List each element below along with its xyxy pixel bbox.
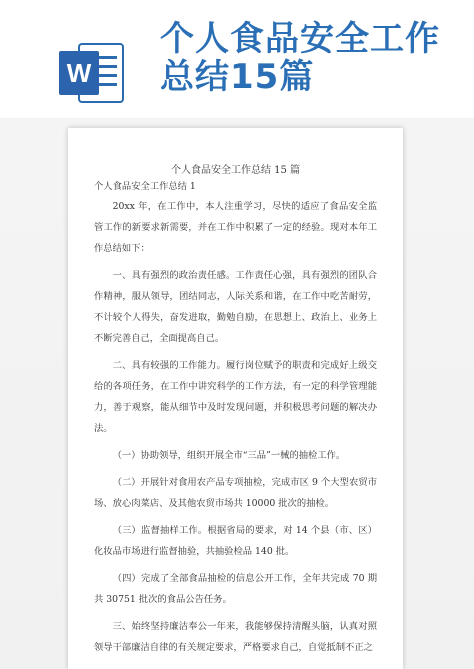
paragraph: 三、始终坚持廉洁奉公一年来，我能够保持清醒头脑，认真对照领导干部廉洁自律的有关规定要求，严格要求自己，自觉抵制不正之	[94, 621, 377, 653]
banner	[0, 0, 474, 130]
document-subtitle: 个人食品安全工作总结 1	[94, 181, 196, 192]
document-page	[68, 128, 403, 669]
paragraph: （一）协助领导，组织开展全市“三品”一械的抽检工作。	[112, 450, 346, 461]
paragraph: （四）完成了全部食品抽检的信息公开工作，全年共完成 70 期共 30751 批次的食品公告任务。	[94, 573, 377, 605]
word-icon	[57, 38, 127, 108]
paragraph: （三）监督抽样工作。根据省局的要求，对 14 个县（市、区）化妆品市场进行监督抽验，共抽验检品 140 批。	[94, 525, 377, 557]
paragraph: 一、具有强烈的政治责任感。工作责任心强，具有强烈的团队合作精神，服从领导，团结同志，人际关系和谐，在工作中吃苦耐劳，不计较个人得失，奋发进取，勤勉自励，在思想上、政治上、业务上不断完善自己，全面提高自己。	[94, 270, 377, 344]
paragraph: 20xx 年，在工作中，本人注重学习，尽快的适应了食品安全监管工作的新要求新需要，并在工作中积累了一定的经验。现对本年工作总结如下：	[94, 201, 377, 254]
paragraph: （二）开展针对食用农产品专项抽检，完成市区 9 个大型农贸市场、放心肉菜店、及其他农贸市场共 10000 批次的抽检。	[94, 477, 377, 509]
title-line-2: 总结15篇	[160, 57, 315, 97]
page-title	[160, 20, 460, 96]
document-title: 个人食品安全工作总结 15 篇	[170, 165, 301, 176]
title-line-1: 个人食品安全工作	[160, 19, 440, 59]
paragraph: 二、具有较强的工作能力。履行岗位赋予的职责和完成好上级交给的各项任务，在工作中讲究科学的工作方法，有一定的科学管理能力，善于观察，能从细节中及时发现问题，并积极思考问题的解决办法。	[94, 360, 377, 434]
svg-text:W: W	[66, 58, 92, 88]
